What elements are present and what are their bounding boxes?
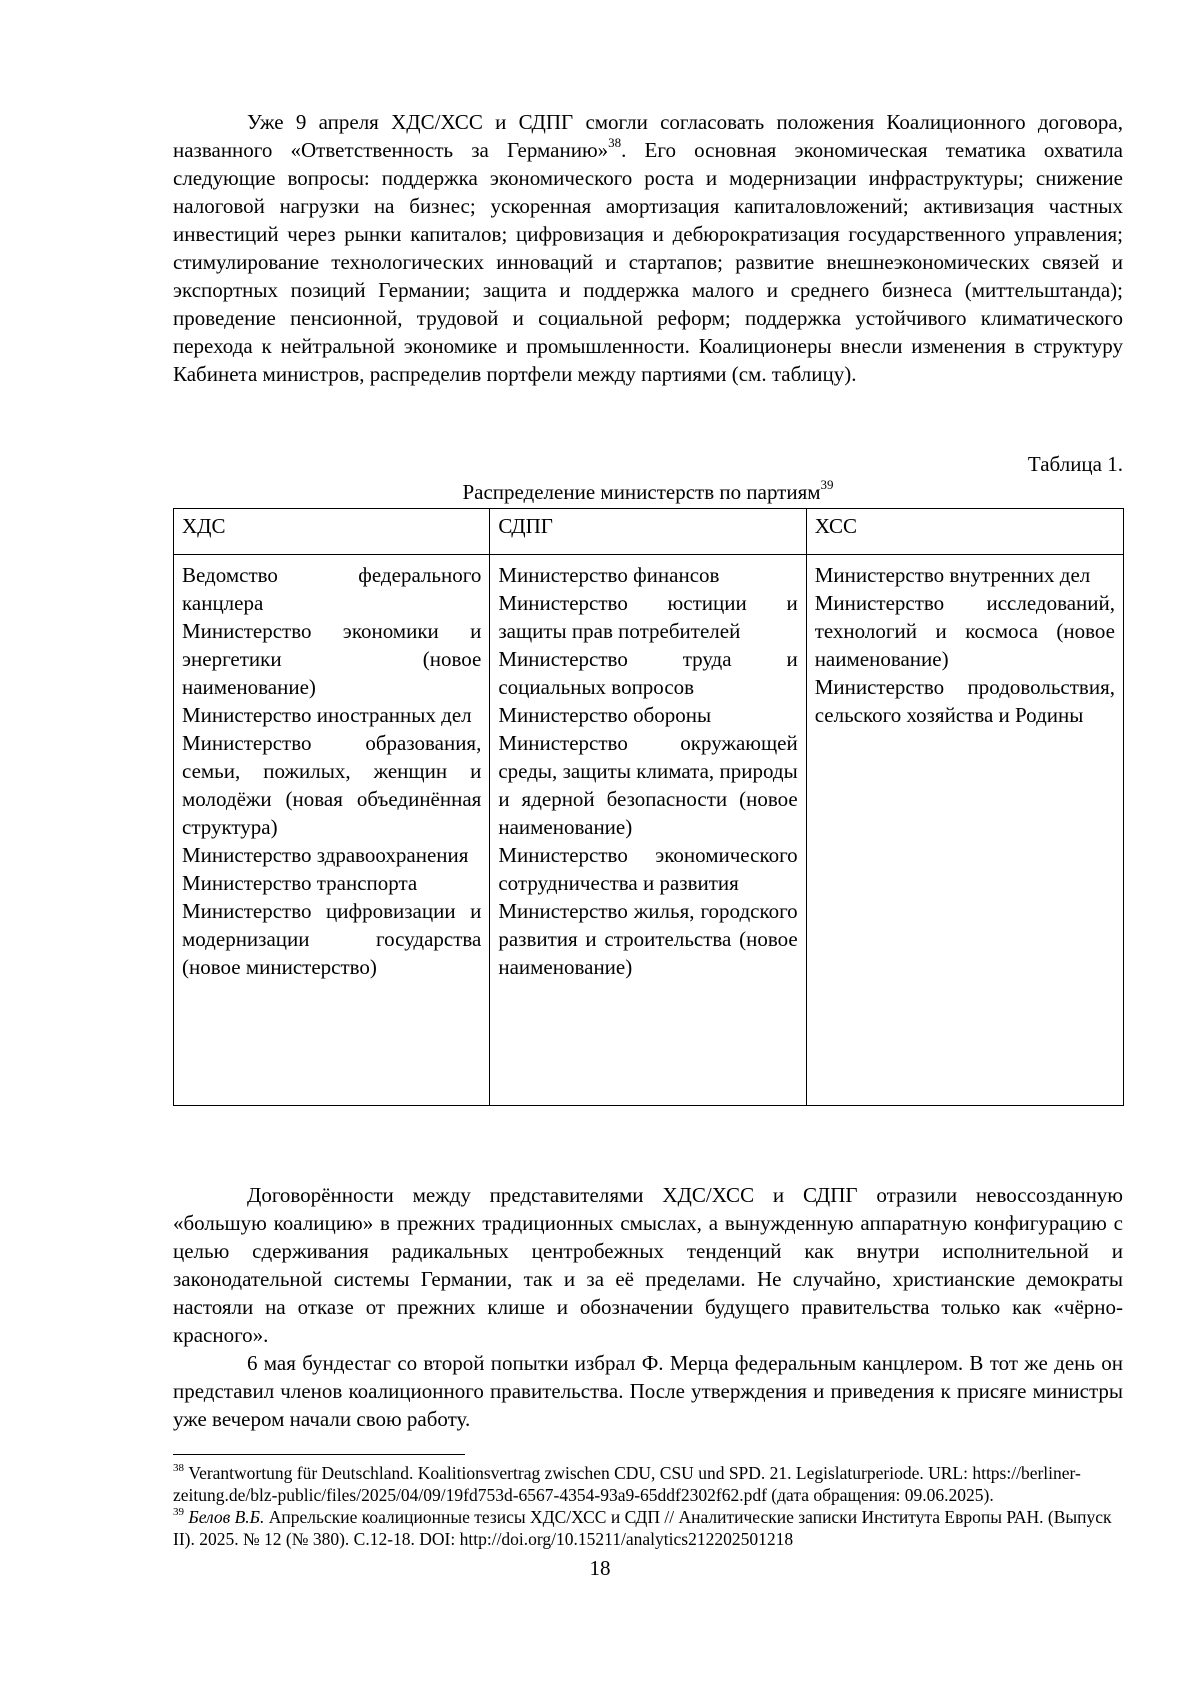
table-body-row	[174, 555, 1124, 1106]
ministry-item: Министерство юстиции и защиты прав потребителей	[498, 591, 798, 643]
csu-ministries-cell	[806, 555, 1123, 1106]
paragraph-agreements: Договорённости между представителями ХДС/ХСС и СДПГ отразили невоссозданную «большую коалицию» в прежних традиционных смыслах, а вынужденную аппаратную конфигурацию с целью сдерживания радикальных центробежных тенденций как внутри исполнительной и законодательной системы Германии, так и за её пределами. Не случайно, христианские демократы настояли на отказе от прежних клише и обозначении будущего правительства только как «чёрно-красного».	[173, 1183, 1123, 1347]
paragraph-may-6: 6 мая бундестаг со второй попытки избрал Ф. Мерца федеральным канцлером. В тот же день он представил членов коалиционного правительства. После утверждения и приведения к присяге министры уже вечером начали свою работу.	[173, 1351, 1123, 1431]
ministry-item: Министерство финансов	[498, 563, 720, 587]
header-cdu: ХДС	[174, 509, 490, 555]
table-number: Таблица 1.	[1027, 452, 1123, 476]
footnote-number: 39	[173, 1506, 184, 1519]
ministry-item: Министерство иностранных дел	[182, 703, 472, 727]
footnote-author: Белов В.Б.	[188, 1507, 265, 1527]
footnote-text: Verantwortung für Deutschland. Koalitionsvertrag zwischen CDU, CSU und SPD. 21. Legislaturperiode. URL: https://berliner-zeitung.de/blz-public/files/2025/04/09/19fd753d-6567-4354-93a9-65ddf2302f62.pdf (дата обращения: 09.06.2025).	[173, 1463, 1081, 1505]
page-number: 18	[589, 1556, 611, 1580]
header-csu: ХСС	[806, 509, 1123, 555]
ministry-item: Министерство экономики и энергетики (новое наименование)	[182, 619, 482, 699]
footnote-ref-39[interactable]: 39	[820, 477, 834, 492]
spd-ministries-cell	[490, 555, 806, 1106]
ministry-item: Министерство экономического сотрудничества и развития	[498, 843, 798, 895]
ministry-item: Министерство продовольствия, сельского хозяйства и Родины	[814, 675, 1115, 727]
ministry-item: Министерство окружающей среды, защиты климата, природы и ядерной безопасности (новое наименование)	[498, 731, 798, 839]
ministry-item: Министерство труда и социальных вопросов	[498, 647, 798, 699]
footnote-separator	[173, 1454, 465, 1455]
ministry-item: Министерство здравоохранения	[182, 843, 469, 867]
ministry-item: Министерство транспорта	[182, 871, 418, 895]
footnote-number: 38	[173, 1462, 184, 1475]
ministry-item: Министерство внутренних дел	[814, 563, 1091, 587]
ministry-item: Министерство обороны	[498, 703, 712, 727]
ministry-item: Министерство жилья, городского развития и строительства (новое наименование)	[498, 899, 798, 979]
intro-text-start: Уже 9 апреля ХДС/ХСС и СДПГ смогли согласовать положения Коалиционного договора, названного «Ответственность за Германию»	[173, 110, 1123, 162]
ministry-item: Министерство цифровизации и модернизации государства (новое министерство)	[182, 899, 482, 979]
intro-paragraph	[173, 108, 1123, 388]
ministry-item: Министерство образования, семьи, пожилых, женщин и молодёжи (новая объединённая структура)	[182, 731, 482, 839]
footnote-text: Апрельские коалиционные тезисы ХДС/ХСС и СДП // Аналитические записки Института Европы РАН. (Выпуск II). 2025. № 12 (№ 380). С.12-18. DOI: http://doi.org/10.15211/analytics212202501218	[173, 1507, 1112, 1549]
footnote-38	[173, 1462, 1123, 1506]
footnote-39	[173, 1506, 1123, 1550]
ministry-item: Ведомство федерального канцлера	[182, 563, 482, 615]
table-header-row	[174, 509, 1124, 555]
ministry-item: Министерство исследований, технологий и космоса (новое наименование)	[814, 591, 1115, 671]
intro-text-end: . Его основная экономическая тематика охватила следующие вопросы: поддержка экономического роста и модернизации инфраструктуры; снижение налоговой нагрузки на бизнес; ускоренная амортизация капиталовложений; активизация частных инвестиций через рынки капиталов; цифровизация и дебюрократизация государственного управления; стимулирование технологических инноваций и стартапов; развитие внешнеэкономических связей и экспортных позиций Германии; защита и поддержка малого и среднего бизнеса (миттельштанда); проведение пенсионной, трудовой и социальной реформ; поддержка устойчивого климатического перехода к нейтральной экономике и промышленности. Коалиционеры внесли изменения в структуру Кабинета министров, распределив портфели между партиями (см. таблицу).	[173, 138, 1124, 386]
cdu-ministries-cell	[174, 555, 490, 1106]
header-spd: СДПГ	[490, 509, 806, 555]
table-caption-text: Распределение министерств по партиям	[462, 480, 821, 504]
footnotes	[173, 1462, 1123, 1550]
table-caption	[173, 478, 1123, 506]
ministries-table	[173, 508, 1124, 1106]
footnote-ref-38[interactable]: 38	[608, 135, 622, 150]
closing-section	[173, 1181, 1123, 1433]
